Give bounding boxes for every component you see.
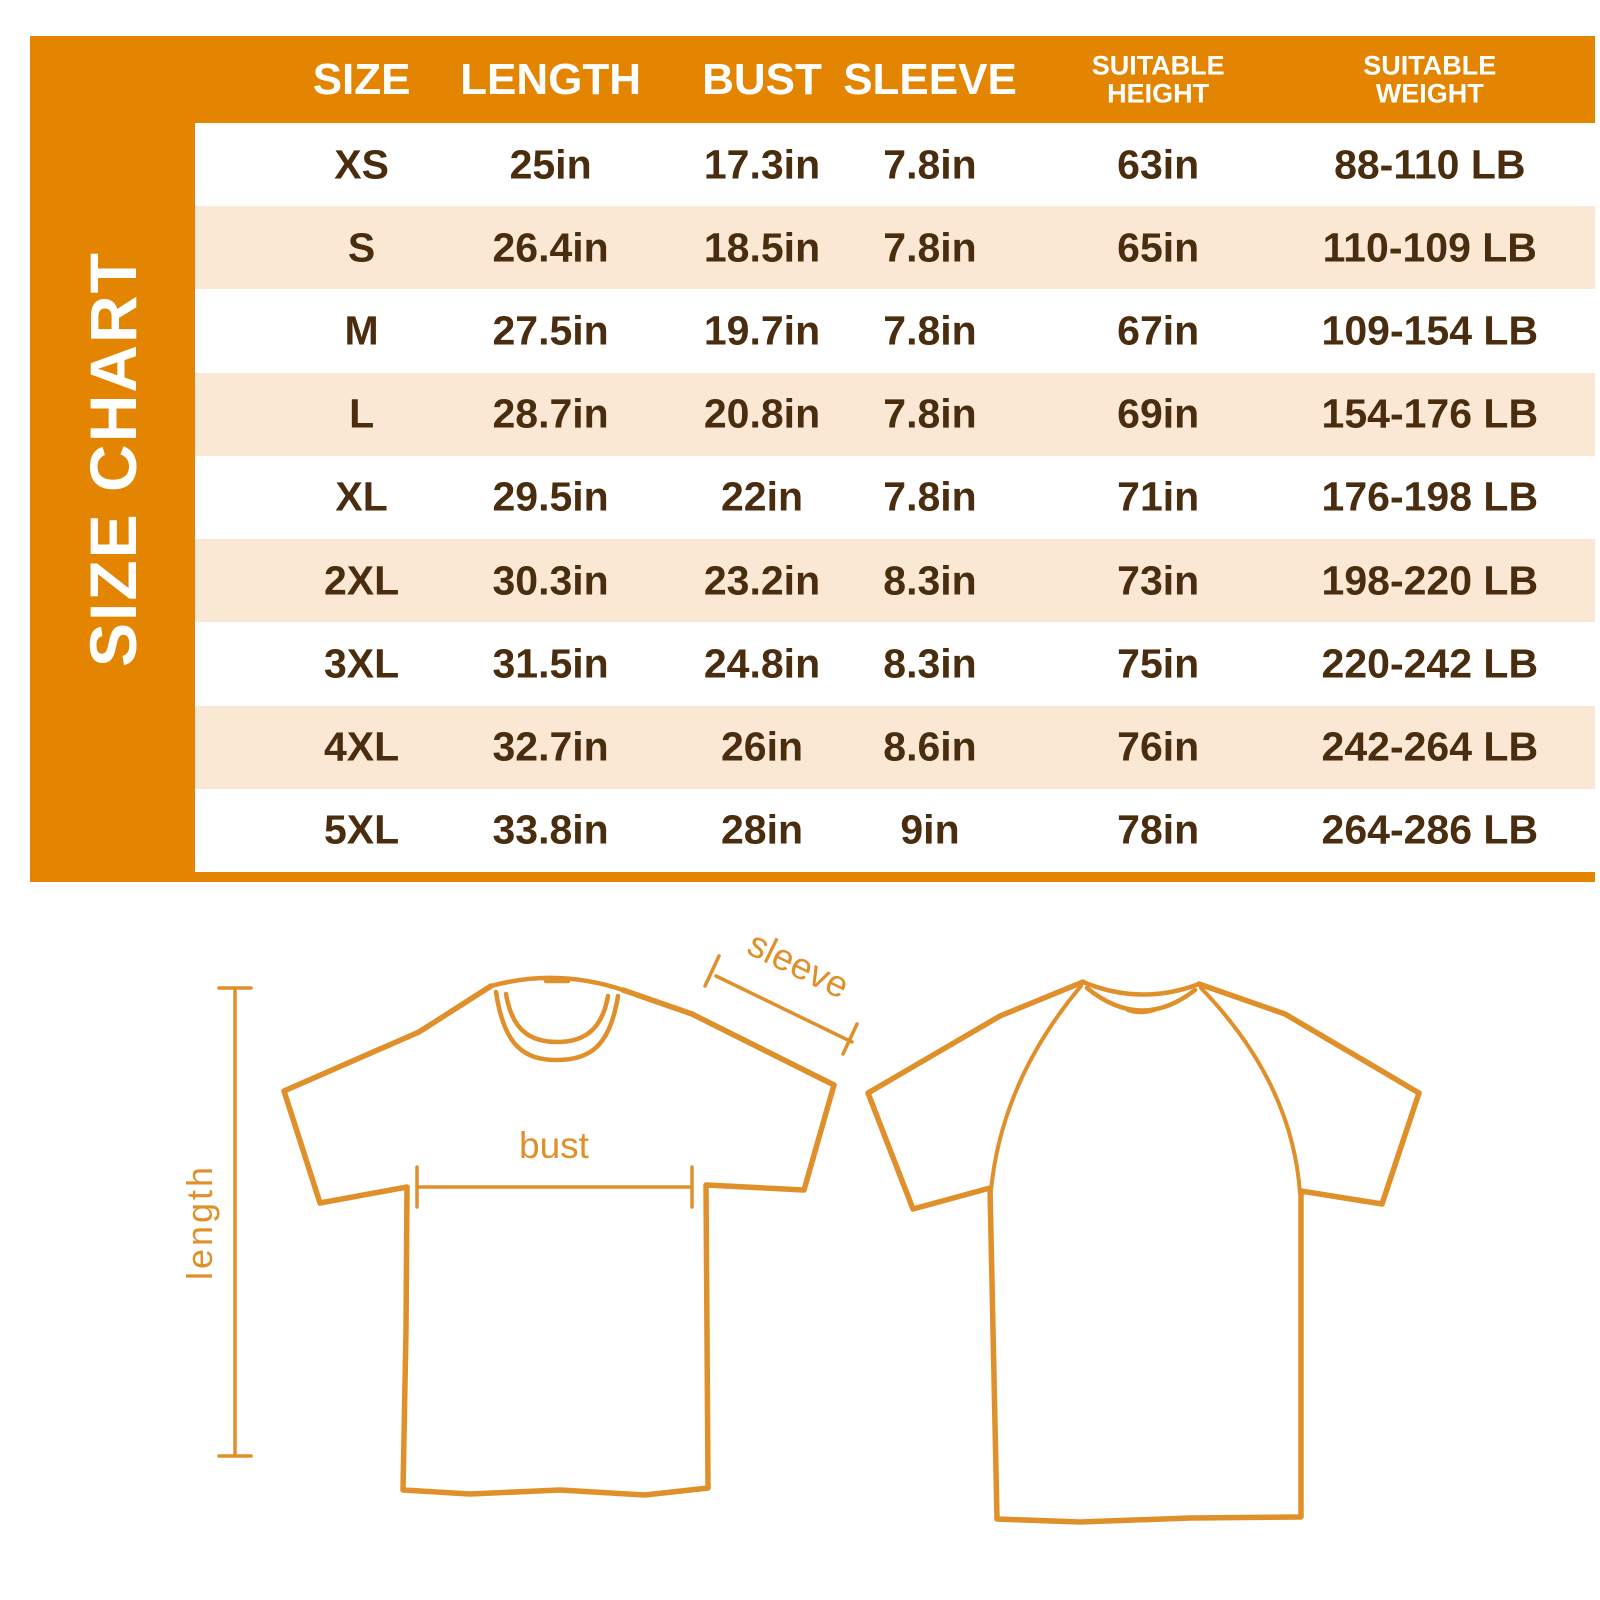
table-row	[195, 706, 1595, 789]
cell-bust: 18.5in	[703, 224, 821, 271]
cell-bust: 17.3in	[703, 141, 821, 188]
header-bust: BUST	[702, 54, 822, 104]
sleeve-label: sleeve	[741, 922, 856, 1007]
cell-sleeve: 7.8in	[883, 390, 977, 437]
cell-weight: 109-154 LB	[1321, 307, 1539, 354]
cell-size: XL	[335, 473, 388, 520]
table-row	[195, 456, 1595, 539]
table-header-row	[195, 36, 1595, 123]
table-row	[195, 123, 1595, 206]
cell-height: 75in	[1117, 640, 1200, 687]
cell-sleeve: 8.3in	[883, 557, 977, 604]
tshirt-back-outline	[868, 982, 1419, 1522]
table-row	[195, 539, 1595, 622]
cell-size: 4XL	[323, 723, 400, 770]
cell-height: 69in	[1117, 390, 1200, 437]
cell-size: XS	[334, 141, 389, 188]
cell-bust: 23.2in	[703, 557, 821, 604]
tshirt-front-outline	[284, 978, 834, 1495]
cell-size: 3XL	[323, 640, 400, 687]
size-chart-table	[30, 36, 1595, 882]
cell-sleeve: 7.8in	[883, 473, 977, 520]
cell-weight: 198-220 LB	[1321, 557, 1539, 604]
cell-height: 71in	[1117, 473, 1200, 520]
cell-weight: 154-176 LB	[1321, 390, 1539, 437]
cell-weight: 220-242 LB	[1321, 640, 1539, 687]
tshirt-measurement-diagram	[0, 900, 1600, 1600]
cell-size: 2XL	[323, 557, 400, 604]
cell-bust: 28in	[720, 806, 804, 853]
table-row	[195, 373, 1595, 456]
cell-weight: 176-198 LB	[1321, 473, 1539, 520]
cell-height: 73in	[1117, 557, 1200, 604]
cell-weight: 264-286 LB	[1321, 806, 1539, 853]
cell-sleeve: 7.8in	[883, 307, 977, 354]
bust-measure-line	[417, 1125, 692, 1207]
cell-sleeve: 7.8in	[883, 224, 977, 271]
cell-height: 67in	[1117, 307, 1200, 354]
cell-height: 78in	[1117, 806, 1200, 853]
cell-weight: 242-264 LB	[1321, 723, 1539, 770]
cell-sleeve: 8.6in	[883, 723, 977, 770]
page-title: SIZE CHART	[75, 251, 150, 667]
table-row	[195, 789, 1595, 872]
header-suitable-height: SUITABLE HEIGHT	[1091, 50, 1225, 109]
cell-length: 26.4in	[492, 224, 609, 271]
bust-label: bust	[519, 1125, 589, 1166]
cell-weight: 88-110 LB	[1334, 141, 1526, 188]
cell-sleeve: 9in	[900, 806, 960, 853]
cell-height: 65in	[1117, 224, 1200, 271]
cell-length: 31.5in	[492, 640, 609, 687]
cell-length: 30.3in	[492, 557, 609, 604]
cell-height: 63in	[1117, 141, 1200, 188]
cell-length: 29.5in	[492, 473, 609, 520]
length-label: length	[179, 1163, 220, 1281]
table-row	[195, 289, 1595, 372]
cell-length: 27.5in	[492, 307, 609, 354]
cell-bust: 26in	[720, 723, 804, 770]
cell-size: L	[349, 390, 375, 437]
cell-length: 33.8in	[492, 806, 609, 853]
collar-back	[1083, 982, 1199, 995]
cell-size: M	[344, 307, 379, 354]
length-measure-line	[179, 988, 251, 1456]
header-sleeve: SLEEVE	[843, 54, 1017, 104]
header-length: LENGTH	[460, 54, 642, 104]
cell-size: S	[347, 224, 376, 271]
cell-bust: 22in	[720, 473, 804, 520]
cell-length: 28.7in	[492, 390, 609, 437]
cell-length: 25in	[509, 141, 592, 188]
cell-sleeve: 8.3in	[883, 640, 977, 687]
cell-height: 76in	[1117, 723, 1200, 770]
table-row	[195, 206, 1595, 289]
cell-weight: 110-109 LB	[1322, 224, 1537, 271]
cell-sleeve: 7.8in	[883, 141, 977, 188]
cell-length: 32.7in	[492, 723, 609, 770]
side-rail	[30, 36, 195, 882]
cell-bust: 20.8in	[703, 390, 821, 437]
cell-bust: 24.8in	[703, 640, 821, 687]
table-row	[195, 622, 1595, 705]
table-body	[195, 123, 1595, 872]
header-suitable-weight: SUITABLE WEIGHT	[1363, 50, 1497, 109]
cell-size: 5XL	[323, 806, 400, 853]
armhole-seam-right	[1201, 988, 1300, 1193]
cell-bust: 19.7in	[703, 307, 821, 354]
header-size: SIZE	[312, 54, 411, 104]
